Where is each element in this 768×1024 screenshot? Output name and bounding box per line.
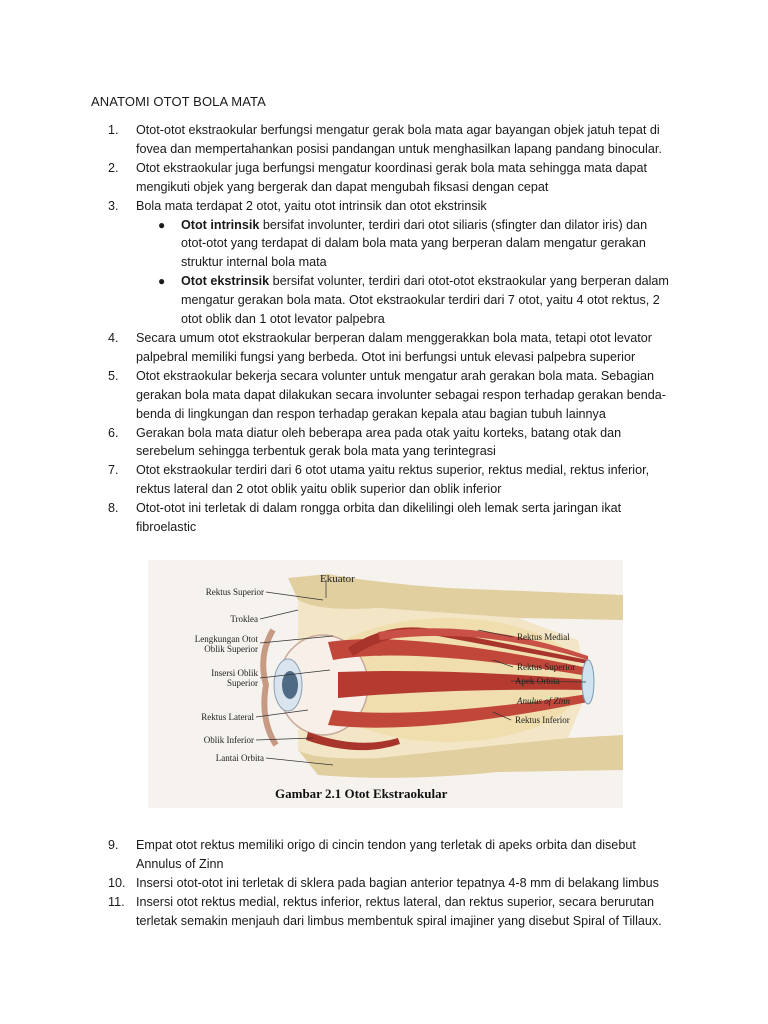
list-number: 10. <box>108 875 126 890</box>
list-line: Otot ekstraokular juga berfungsi mengatur koordinasi gerak bola mata sehingga mata dapat <box>136 160 648 175</box>
bullet-term: Otot ekstrinsik <box>181 274 270 289</box>
bullet-text: bersifat involunter, terdiri dari otot siliaris (sfingter dan dilator iris) dan <box>259 217 648 232</box>
list-item-11 <box>0 893 768 931</box>
list-line: Otot ekstraokular terdiri dari 6 otot utama yaitu rektus superior, rektus medial, rektus inferior, <box>136 463 650 478</box>
bullet-dot-icon: ● <box>158 217 166 232</box>
list-line: mengikuti objek yang bergerak dan dapat mengubah fiksasi dengan cepat <box>136 179 549 194</box>
list-line: benda di lingkungan dan respon terhadap gerakan kepala atau bagian tubuh lainnya <box>136 406 606 421</box>
list-line: Bola mata terdapat 2 otot, yaitu otot intrinsik dan otot ekstrinsik <box>136 198 487 213</box>
list-line: Secara umum otot ekstraokular berperan dalam menggerakkan bola mata, tetapi otot levator <box>136 330 652 345</box>
list-line: rektus lateral dan 2 otot oblik yaitu oblik superior dan oblik inferior <box>136 482 502 497</box>
list-line: Empat otot rektus memiliki origo di cincin tendon yang terletak di apeks orbita dan disebut <box>136 838 636 852</box>
eye-muscle-figure <box>148 560 623 808</box>
numbered-list-top <box>0 121 768 537</box>
label-ekuator: Ekuator <box>320 573 355 585</box>
label-lengkungan-otot: Lengkungan Otot <box>194 634 258 644</box>
label-rektus-superior-left: Rektus Superior <box>205 587 264 597</box>
list-number: 2. <box>108 160 119 175</box>
label-lantai-orbita: Lantai Orbita <box>215 753 264 763</box>
list-line: Annulus of Zinn <box>136 856 224 871</box>
label-rektus-medial: Rektus Medial <box>517 632 570 642</box>
bullet-line: otot oblik dan 1 otot levator palpebra <box>181 312 385 327</box>
list-item-6 <box>0 424 768 462</box>
list-number: 7. <box>108 463 119 478</box>
list-item-5 <box>0 367 768 424</box>
list-line: fibroelastic <box>136 520 197 535</box>
bullet-item-intrinsik <box>0 216 768 273</box>
numbered-list-bottom <box>0 836 768 931</box>
list-line: gerakan bola mata dapat dilakukan secara involunter sebagai respon terhadap gerakan benda- <box>136 387 667 402</box>
list-item-2 <box>0 159 768 197</box>
label-rektus-inferior: Rektus Inferior <box>515 715 570 725</box>
list-line: Insersi otot rektus medial, rektus inferior, rektus lateral, dan rektus superior, secara berurutan <box>136 894 654 909</box>
label-insersi-oblik: Insersi Oblik <box>211 668 258 678</box>
label-troklea: Troklea <box>230 614 258 624</box>
label-apek-orbita: Apek Orbita <box>515 676 560 686</box>
list-line: Otot-otot ekstraokular berfungsi mengatur gerak bola mata agar bayangan objek jatuh tepat di <box>136 123 660 137</box>
label-anulus-of-zinn: Anulus of Zinn <box>517 696 571 706</box>
bullet-line: struktur internal bola mata <box>181 255 327 270</box>
list-line: Otot ekstraokular bekerja secara volunter untuk mengatur arah gerakan bola mata. Sebagian <box>136 368 655 383</box>
label-oblik-superior: Oblik Superior <box>204 644 258 654</box>
list-number: 4. <box>108 330 119 345</box>
list-line: Otot-otot ini terletak di dalam rongga orbita dan dikelilingi oleh lemak serta jaringan ikat <box>136 501 622 516</box>
list-item-1 <box>0 121 768 159</box>
list-line: serebelum sehingga terbentuk gerak bola mata yang terintegrasi <box>136 444 496 459</box>
list-number: 3. <box>108 198 119 213</box>
list-line: palpebral memiliki fungsi yang berbeda. Otot ini berfungsi untuk elevasi palpebra superior <box>136 349 636 364</box>
list-number: 11. <box>108 894 125 909</box>
label-oblik-inferior: Oblik Inferior <box>203 735 254 745</box>
bullet-dot-icon: ● <box>158 274 166 289</box>
list-item-8 <box>0 499 768 537</box>
bullet-item-ekstrinsik <box>0 272 768 329</box>
list-number: 8. <box>108 501 119 516</box>
bullet-text: bersifat volunter, terdiri dari otot-otot ekstraokular yang berperan dalam <box>269 274 669 289</box>
list-item-4 <box>0 329 768 367</box>
list-line: fovea dan mempertahankan posisi pandangan untuk menghasilkan lapang pandang binocular. <box>136 141 662 156</box>
list-line: terletak semakin menjauh dari limbus membentuk spiral imajiner yang disebut Spiral of Tillaux. <box>136 913 662 928</box>
list-item-9 <box>0 836 768 874</box>
list-item-3 <box>0 197 768 216</box>
list-item-10 <box>0 874 768 893</box>
list-number: 6. <box>108 425 119 440</box>
list-line: Insersi otot-otot ini terletak di sklera pada bagian anterior tepatnya 4-8 mm di belakang limbus <box>136 875 659 890</box>
figure-caption: Gambar 2.1 Otot Ekstraokular <box>275 786 448 801</box>
label-rektus-lateral: Rektus Lateral <box>201 712 254 722</box>
bullet-term: Otot intrinsik <box>181 217 260 232</box>
label-rektus-superior-right: Rektus Superior <box>517 662 576 672</box>
list-item-7 <box>0 461 768 499</box>
list-number: 5. <box>108 368 119 383</box>
list-line: Gerakan bola mata diatur oleh beberapa area pada otak yaitu korteks, batang otak dan <box>136 425 622 440</box>
list-number: 1. <box>108 123 119 137</box>
list-number: 9. <box>108 838 119 852</box>
document-title: ANATOMI OTOT BOLA MATA <box>91 94 266 109</box>
bullet-line: otot-otot yang terdapat di dalam bola mata yang berperan dalam mengatur gerakan <box>181 236 646 251</box>
bullet-line: mengatur gerakan bola mata. Otot ekstraokular terdiri dari 7 otot, yaitu 4 otot rektus, 2 <box>181 293 660 308</box>
label-insersi-superior: Superior <box>227 678 258 688</box>
